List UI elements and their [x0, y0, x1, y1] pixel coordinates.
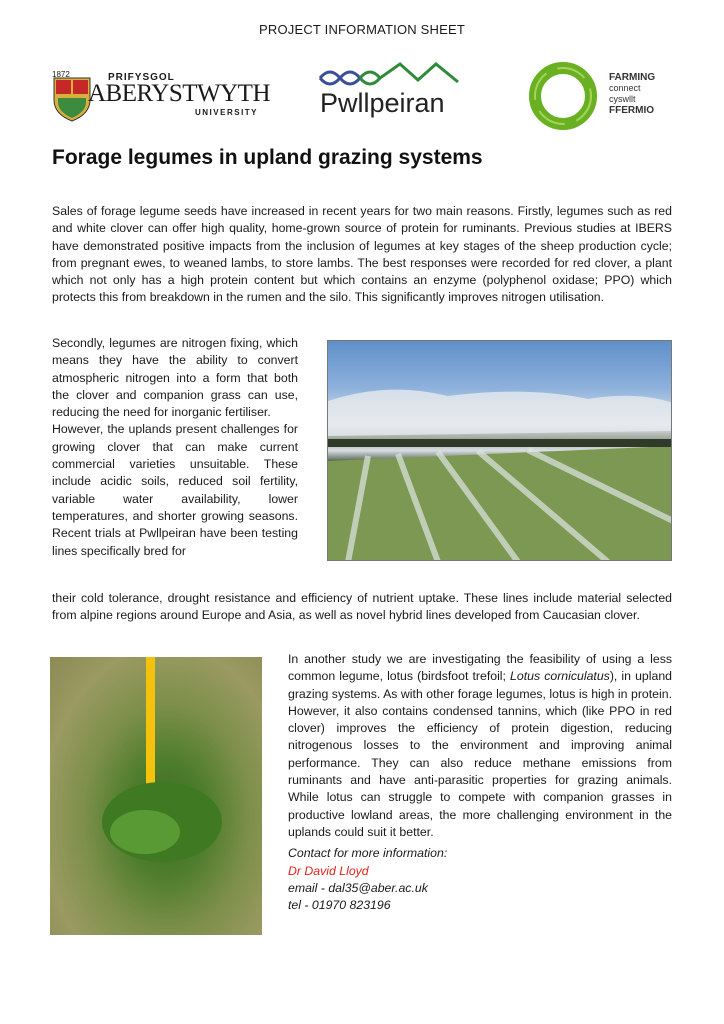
lotus-text-1: In another study we are investigating the feasibility of using a less common legume, lotus (birdsfoot trefoil;: [288, 652, 672, 684]
paragraph-uplands: However, the uplands present challenges for growing clover that can make current commercial varieties unsuitable. These include acidic soils, reduced soil fertility, variable water availability, lower temperatures, and shorter growing seasons. Recent trials at Pwllpeiran have been testing lines specifically bred for: [52, 422, 298, 558]
lotus-text-2: ), in upland grazing systems. As with other forage legumes, lotus is high in protein. However, it also contains condensed tannins, which (like PPO in red clover) improves the efficiency of protein digestion, reducing nitrogenous losses to the environment and improving animal performance. They can also reduce methane emissions from ruminants and have anti-parasitic properties for grazing animals. While lotus can struggle to compete with companion grasses in productive lowland areas, the more challenging environment in the uplands could suit it better.: [288, 669, 673, 839]
pwllpeiran-logo: [318, 60, 473, 122]
logo-line3: cyswllt: [609, 94, 636, 104]
page-title: Forage legumes in upland grazing systems: [52, 146, 483, 169]
paragraph-lotus: [288, 651, 672, 841]
logo-name: Pwllpeiran: [320, 88, 445, 118]
contact-heading: Contact for more information:: [288, 846, 448, 861]
paragraph-uplands-continued: their cold tolerance, drought resistance and efficiency of nutrient uptake. These lines include material selected from alpine regions around Europe and Asia, as well as novel hybrid lines developed from Caucasian clover.: [52, 591, 672, 623]
lotus-latin-name: Lotus corniculatus: [510, 669, 610, 684]
dna-mountain-icon: [318, 60, 473, 90]
contact-email[interactable]: email - dal35@aber.ac.uk: [288, 880, 428, 895]
upland-field-photo: [327, 340, 672, 561]
ring-icon: [527, 60, 599, 132]
contact-tel: tel - 01970 823196: [288, 898, 391, 913]
aberystwyth-logo: [50, 70, 270, 120]
contact-name: Dr David Lloyd: [288, 863, 369, 878]
left-column: [52, 335, 298, 560]
paragraph-nitrogen: Secondly, legumes are nitrogen fixing, which means they have the ability to convert atmospheric nitrogen into a form that both the clover and companion grass can use, reducing the need for inorganic fertiliser.: [52, 336, 298, 420]
right-column: [288, 651, 672, 914]
logo-bottom-text: UNIVERSITY: [195, 108, 259, 117]
logo-year: 1872: [52, 70, 70, 79]
lotus-plant-photo: [50, 657, 262, 935]
logo-name: ABERYSTWYTH: [88, 80, 270, 107]
logo-line2: connect: [609, 83, 641, 93]
logo-line1: FARMING: [609, 72, 656, 83]
paragraph-intro: Sales of forage legume seeds have increased in recent years for two main reasons. Firstly, legumes such as red and white clover can offer high quality, home-grown source of protein for ruminants. Previous studies at IBERS have demonstrated positive impacts from the inclusion of legumes at key stages of the sheep production cycle; from pregnant ewes, to weaned lambs, to store lambs. The best responses were recorded for red clover, a plant which not only has a high protein content but which contains an enzyme (polyphenol oxidase; PPO) which protects this from breakdown in the rumen and the silo. This significantly improves nitrogen utilisation.: [52, 204, 672, 305]
logo-line4: FFERMIO: [609, 105, 654, 116]
farming-connect-logo: [527, 60, 667, 132]
sheet-header: PROJECT INFORMATION SHEET: [258, 22, 466, 37]
contact-block: [288, 845, 672, 914]
logo-top-text: PRIFYSGOL: [108, 72, 175, 83]
